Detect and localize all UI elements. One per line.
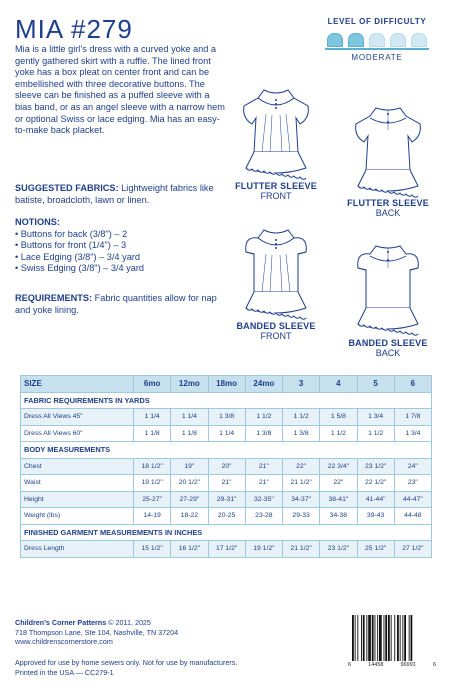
table-cell: 1 3/8 xyxy=(208,409,245,426)
table-cell: 25 1/2" xyxy=(357,541,394,558)
table-cell: 44-48 xyxy=(394,508,431,525)
row-label: Dress All Views 60" xyxy=(21,425,134,442)
barcode-bar xyxy=(394,615,395,661)
requirements-text: Fabric quantities allow for nap and yoke lining. xyxy=(15,293,217,315)
size-column-header: 12mo xyxy=(171,376,208,393)
view-4-side: BACK xyxy=(375,348,401,358)
size-column-header: 5 xyxy=(357,376,394,393)
table-cell: 1 1/8 xyxy=(171,425,208,442)
table-row xyxy=(21,475,432,492)
table-cell: 44-47" xyxy=(394,491,431,508)
row-label: Waist xyxy=(21,475,134,492)
table-cell: 38-41" xyxy=(320,491,357,508)
size-column-header: 3 xyxy=(283,376,320,393)
table-cell: 1 3/8 xyxy=(283,425,320,442)
view-caption-4 xyxy=(336,338,440,358)
table-row xyxy=(21,425,432,442)
legal-notice xyxy=(15,658,237,677)
barcode-bar xyxy=(375,615,376,661)
dress-banded-back-illustration xyxy=(338,238,438,336)
barcode-bar xyxy=(391,615,392,661)
difficulty-divider xyxy=(325,48,429,50)
table-cell: 21 1/2" xyxy=(283,475,320,492)
difficulty-spool-icon xyxy=(390,33,406,47)
table-cell: 29-33 xyxy=(283,508,320,525)
barcode-digits-1: 14458 xyxy=(368,662,384,668)
size-column-header: 4 xyxy=(320,376,357,393)
size-chart-table xyxy=(20,375,432,558)
row-label: Chest xyxy=(21,458,134,475)
notion-item: • Buttons for front (1/4") – 3 xyxy=(15,240,127,251)
table-cell: 20" xyxy=(208,458,245,475)
copyright: © 2011, 2025 xyxy=(106,618,151,627)
difficulty-title: LEVEL OF DIFFICULTY xyxy=(327,17,427,26)
table-cell: 22 1/2" xyxy=(357,475,394,492)
dress-flutter-front-illustration xyxy=(226,82,326,180)
table-cell: 22" xyxy=(283,458,320,475)
barcode-bar xyxy=(357,615,358,661)
difficulty-spool-icon xyxy=(348,33,364,47)
table-cell: 17 1/2" xyxy=(208,541,245,558)
size-column-header: 6mo xyxy=(134,376,171,393)
view-4-name: BANDED SLEEVE xyxy=(348,338,428,348)
barcode-bar xyxy=(385,615,387,661)
table-cell: 23 1/2" xyxy=(357,458,394,475)
view-3-side: FRONT xyxy=(260,331,292,341)
table-cell: 1 3/4 xyxy=(394,425,431,442)
table-row xyxy=(21,491,432,508)
size-column-header: 18mo xyxy=(208,376,245,393)
size-column-header: 24mo xyxy=(245,376,282,393)
table-cell: 21" xyxy=(245,458,282,475)
table-section-row xyxy=(21,392,432,409)
difficulty-spool-icon xyxy=(411,33,427,47)
barcode-bar xyxy=(402,615,403,661)
company-address: 718 Thompson Lane, Ste 104, Nashville, TN 37204 xyxy=(15,627,179,637)
table-cell: 25-27" xyxy=(134,491,171,508)
table-cell: 1 7/8 xyxy=(394,409,431,426)
barcode-bar xyxy=(363,615,365,661)
table-cell: 18 1/2" xyxy=(134,458,171,475)
difficulty-spool-icon xyxy=(327,33,343,47)
table-cell: 21" xyxy=(208,475,245,492)
notions xyxy=(15,217,230,275)
view-1-side: FRONT xyxy=(260,191,292,201)
section-title: BODY MEASUREMENTS xyxy=(21,442,432,459)
company-name: Children’s Corner Patterns xyxy=(15,618,107,627)
table-cell: 1 3/4 xyxy=(357,409,394,426)
table-row xyxy=(21,458,432,475)
barcode-image xyxy=(348,613,436,663)
table-row xyxy=(21,541,432,558)
barcode-bar xyxy=(384,615,385,661)
table-cell: 22" xyxy=(320,475,357,492)
table-cell: 1 1/2 xyxy=(357,425,394,442)
barcode-bar xyxy=(404,615,406,661)
barcode-bar xyxy=(372,615,374,661)
table-cell: 29-31" xyxy=(208,491,245,508)
barcode-bar xyxy=(409,615,410,661)
view-caption-1 xyxy=(226,181,326,201)
table-cell: 21" xyxy=(245,475,282,492)
table-cell: 1 5/8 xyxy=(320,409,357,426)
table-cell: 16 1/2" xyxy=(171,541,208,558)
barcode-bar xyxy=(361,615,362,661)
table-cell: 21 1/2" xyxy=(283,541,320,558)
table-section-row xyxy=(21,442,432,459)
pattern-title: MIA #279 xyxy=(15,14,133,44)
legal-line-2: Printed in the USA — CC279-1 xyxy=(15,667,114,677)
table-cell: 27 1/2" xyxy=(394,541,431,558)
requirements xyxy=(15,293,230,316)
table-row xyxy=(21,409,432,426)
barcode-bar xyxy=(366,615,367,661)
barcode-bar xyxy=(377,615,378,661)
dress-flutter-back-illustration xyxy=(338,100,438,198)
table-cell: 23" xyxy=(394,475,431,492)
company-website: www.childrenscornerstore.com xyxy=(15,637,113,647)
view-1-name: FLUTTER SLEEVE xyxy=(235,181,317,191)
view-caption-2 xyxy=(336,198,440,218)
requirements-heading: REQUIREMENTS: xyxy=(15,293,93,303)
dress-banded-front-illustration xyxy=(226,222,326,320)
barcode-bar xyxy=(355,615,356,661)
view-3-name: BANDED SLEEVE xyxy=(236,321,316,331)
barcode-bar xyxy=(411,615,413,661)
view-2-side: BACK xyxy=(375,208,401,218)
table-cell: 39-43 xyxy=(357,508,394,525)
row-label: Dress All Views 45" xyxy=(21,409,134,426)
table-cell: 20-25 xyxy=(208,508,245,525)
table-cell: 27-29" xyxy=(171,491,208,508)
row-label: Height xyxy=(21,491,134,508)
table-cell: 19 1/2" xyxy=(134,475,171,492)
table-cell: 23 1/2" xyxy=(320,541,357,558)
table-cell: 1 1/2 xyxy=(320,425,357,442)
table-cell: 23-28 xyxy=(245,508,282,525)
table-cell: 1 1/4 xyxy=(134,409,171,426)
view-2-name: FLUTTER SLEEVE xyxy=(347,198,429,208)
size-column-header: 6 xyxy=(394,376,431,393)
row-label: Dress Length xyxy=(21,541,134,558)
size-label: SIZE xyxy=(21,376,134,393)
table-cell: 1 3/8 xyxy=(245,425,282,442)
notion-item: • Lace Edging (3/8") – 3/4 yard xyxy=(15,251,140,262)
barcode-bar xyxy=(400,615,401,661)
difficulty-spool-icon xyxy=(369,33,385,47)
fabrics-heading: SUGGESTED FABRICS: xyxy=(15,183,119,193)
table-cell: 19" xyxy=(171,458,208,475)
table-cell: 19 1/2" xyxy=(245,541,282,558)
table-cell: 22 3/4" xyxy=(320,458,357,475)
table-cell: 18-22 xyxy=(171,508,208,525)
barcode-bar xyxy=(352,615,354,661)
table-cell: 24" xyxy=(394,458,431,475)
table-cell: 14-19 xyxy=(134,508,171,525)
difficulty-spools xyxy=(318,33,436,47)
table-cell: 32-35" xyxy=(245,491,282,508)
section-title: FABRIC REQUIREMENTS IN YARDS xyxy=(21,392,432,409)
barcode-bar xyxy=(368,615,371,661)
table-cell: 41-44" xyxy=(357,491,394,508)
table-cell: 1 1/2 xyxy=(245,409,282,426)
table-cell: 1 1/4 xyxy=(171,409,208,426)
notions-heading: NOTIONS: xyxy=(15,217,60,227)
barcode-digit-left: 6 xyxy=(348,662,352,668)
barcode-bar xyxy=(379,615,382,661)
barcode-number xyxy=(348,662,436,668)
table-row xyxy=(21,508,432,525)
table-cell: 34-38 xyxy=(320,508,357,525)
table-cell: 34-37" xyxy=(283,491,320,508)
difficulty-meter xyxy=(318,17,436,62)
table-cell: 1 1/8 xyxy=(134,425,171,442)
difficulty-level: MODERATE xyxy=(351,53,403,62)
pattern-description: Mia is a little girl’s dress with a curved yoke and a gently gathered skirt with a ruffle. The lined front yoke has a box pleat on center front and can be embellished with three decorative buttons. The sleeve can be finished as a puffed sleeve with a bias band, or as an angel sleeve with a narrow hem or optional Swiss or lace edging. Mia has an easy-to-make back placket. xyxy=(15,44,225,136)
barcode-digits-2: 96991 xyxy=(400,662,416,668)
barcode-bar xyxy=(388,615,390,661)
barcode-bar xyxy=(397,615,399,661)
table-cell: 20 1/2" xyxy=(171,475,208,492)
table-cell: 1 1/2 xyxy=(283,409,320,426)
table-cell: 1 1/4 xyxy=(208,425,245,442)
row-label: Weight (lbs) xyxy=(21,508,134,525)
table-section-row xyxy=(21,524,432,541)
barcode-digit-right: 6 xyxy=(432,662,436,668)
fabrics-text: Lightweight fabrics like batiste, broadcloth, lawn or linen. xyxy=(15,183,214,205)
view-caption-3 xyxy=(226,321,326,341)
table-header-row xyxy=(21,376,432,393)
legal-line-1: Approved for use by home sewers only. Not for use by manufacturers. xyxy=(15,658,238,667)
publisher-info xyxy=(15,618,178,647)
section-title: FINISHED GARMENT MEASUREMENTS IN INCHES xyxy=(21,524,432,541)
notion-item: • Swiss Edging (3/8") – 3/4 yard xyxy=(15,263,145,274)
table-cell: 15 1/2" xyxy=(134,541,171,558)
suggested-fabrics xyxy=(15,183,230,206)
notion-item: • Buttons for back (3/8") – 2 xyxy=(15,228,128,239)
